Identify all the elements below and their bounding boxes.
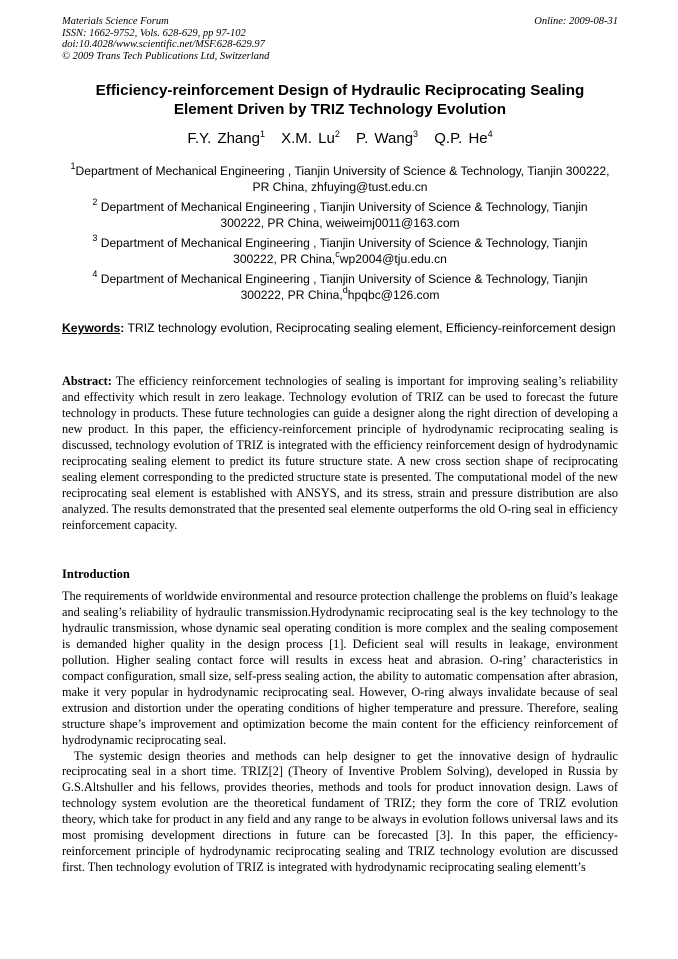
- paragraph: The requirements of worldwide environmental and resource protection challenge the problems on fluid’s leakage and sealing’s reliability of hydraulic transmission.Hydrodynamic reciprocating seal is the key technology to the hydraulic transmission, whose dynamic seal operating condition is more complex and the sealing composement is demanded higher quality in the design process [1]. Deficient seal will results in leakage, environment pollution. Higher sealing contact force will results in excess heat and abrasion. O-ring’ characteristics in compact configuration, small size, self-press sealing action, the ability to automatic compensation after abrasion, make it very popular in hydrodynamic reciprocating seal. However, O-ring always invalidate because of seal extrusion and distortion under the operating conditions of higher temperature and pressure. Therefore, sealing structure shape’s improvement and optimization become the main content for the efficiency reinforcement of hydrodynamic reciprocating seal.: [62, 589, 618, 747]
- affiliation-text: Department of Mechanical Engineering , Tianjin University of Science & Technology, Tianjin 300222, PR China,: [97, 271, 588, 302]
- author-name: P. Wang: [356, 130, 414, 147]
- author: [434, 130, 492, 147]
- author-name: F.Y. Zhang: [187, 130, 260, 147]
- email-sup: c: [335, 249, 340, 260]
- introduction-body: [62, 589, 618, 876]
- keywords-colon: :: [120, 321, 125, 335]
- author-list: [62, 129, 618, 149]
- affiliation: [70, 163, 610, 196]
- keywords: [62, 320, 618, 336]
- copyright-line: © 2009 Trans Tech Publications Ltd, Switzerland: [62, 50, 270, 62]
- affiliation-text: Department of Mechanical Engineering , Tianjin University of Science & Technology, Tianjin 300222, PR China, weiweimj0011@163.com: [97, 199, 588, 231]
- author: [281, 130, 340, 147]
- paragraph: The systemic design theories and methods can help designer to get the innovative design of hydraulic reciprocating seal in a short time. TRIZ[2] (Theory of Inventive Problem Solving), developed in Russia by G.S.Altshuller and his fellows, provides theories, methods and tools for product innovation design. Laws of technology system evolution are the theoretical fundament of TRIZ; they form the core of TRIZ evolution theory, which take for product in any field and any range to be always in evolution follows universal laws and its most promising development directions in future can be forecasted [3]. In this paper, the efficiency-reinforcement principle of hydrodynamic reciprocating sealing and TRIZ technology evolution are discussed first. Then technology evolution of TRIZ is integrated with hydrodynamic reciprocating sealing elementt’s: [62, 748, 618, 875]
- affiliation: [70, 232, 610, 268]
- title-line-1: Efficiency-reinforcement Design of Hydraulic Reciprocating Sealing: [95, 82, 585, 99]
- author-name: X.M. Lu: [281, 130, 335, 147]
- author-name: Q.P. He: [434, 130, 488, 147]
- journal-header: [62, 16, 618, 62]
- author: [187, 130, 265, 147]
- keywords-label: Keywords: [62, 321, 121, 335]
- affiliation-sup: 2: [92, 196, 98, 207]
- email-sup: d: [342, 284, 348, 295]
- affiliation-text: Department of Mechanical Engineering , Tianjin University of Science & Technology, Tianjin 300222, PR China, zhfuying@tust.edu.cn: [75, 164, 610, 195]
- author-sup: 2: [334, 129, 340, 139]
- author-sup: 3: [413, 129, 419, 139]
- paper-title: [62, 81, 618, 119]
- abstract: [62, 373, 618, 533]
- author: [356, 130, 418, 147]
- affiliation-sup: 3: [92, 232, 98, 243]
- abstract-label: Abstract:: [62, 374, 112, 388]
- abstract-text: The efficiency reinforcement technologies of sealing is important for improving sealing’s reliability and effectivity which result in zero leakage. Technology evolution of TRIZ can be used to forecast the future technology in products. These future technologies can guide a designer along the right direction of developing a new product. In this paper, the efficiency-reinforcement principle of hydrodynamic reciprocating sealing is discussed, technology evolution of TRIZ is integrated with the efficiency reinforcement design of hydrodynamic reciprocating sealing element to predict its future structure state. A new cross section shape of reciprocating sealing element corresponding to the predicted structure state is presented. The computational model of the new reciprocating seal element is established with ANSYS, and its stress, strain and pressure distribution are also analyzed. The results demonstrated that the presented seal elemente outperforms the old O-ring seal in efficiency reinforcement capacity.: [62, 374, 618, 532]
- affiliation-sup: 1: [70, 161, 76, 171]
- author-sup: 4: [487, 129, 493, 139]
- doi-line: doi:10.4028/www.scientific.net/MSF.628-629.97: [62, 39, 265, 51]
- online-date: Online: 2009-08-31: [534, 16, 618, 27]
- issn-line: ISSN: 1662-9752, Vols. 628-629, pp 97-102: [62, 27, 246, 39]
- keywords-text: TRIZ technology evolution, Reciprocating sealing element, Efficiency-reinforcement design: [124, 321, 616, 335]
- title-line-2: Element Driven by TRIZ Technology Evolution: [173, 101, 507, 118]
- affiliation: [70, 196, 610, 232]
- journal-name: Materials Science Forum: [62, 16, 169, 27]
- affiliation-text: Department of Mechanical Engineering , Tianjin University of Science & Technology, Tianjin 300222, PR China,: [97, 235, 588, 267]
- section-heading-introduction: Introduction: [62, 567, 130, 581]
- affiliation-list: [70, 163, 610, 307]
- affiliation-email: hpqbc@126.com: [347, 287, 440, 302]
- affiliation-sup: 4: [92, 268, 98, 279]
- affiliation-email: wp2004@tju.edu.cn: [339, 252, 447, 267]
- affiliation: [70, 268, 610, 304]
- author-sup: 1: [259, 129, 265, 139]
